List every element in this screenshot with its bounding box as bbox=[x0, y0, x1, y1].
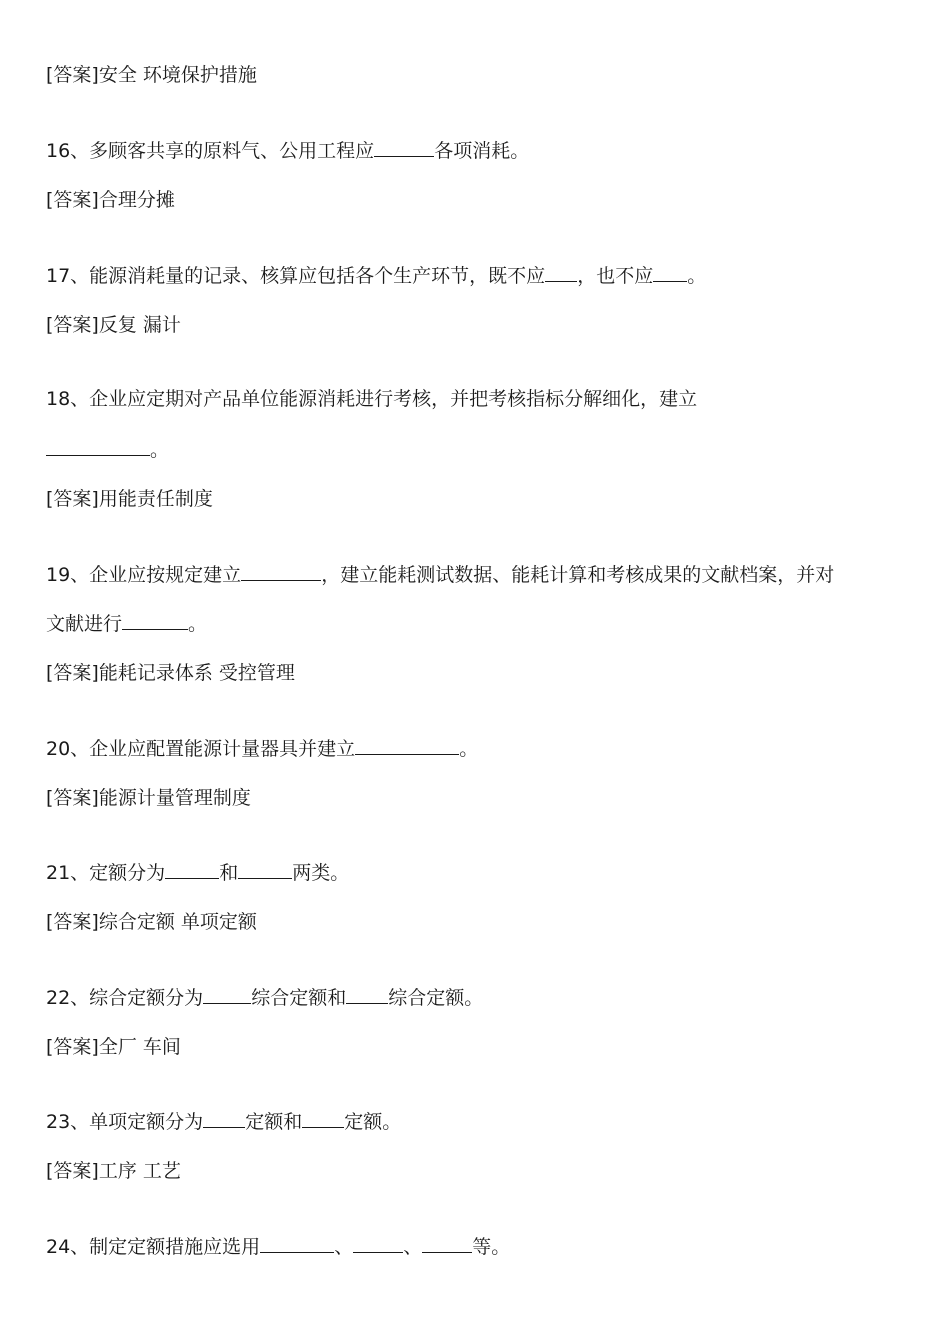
answer-text: [答案]能耗记录体系 受控管理 bbox=[46, 662, 295, 684]
question-text: 16、多顾客共享的原料气、公用工程应 bbox=[46, 140, 375, 162]
question-text: 21、定额分为 bbox=[46, 862, 166, 884]
question-16 bbox=[46, 137, 910, 164]
question-17 bbox=[46, 262, 910, 289]
fill-blank bbox=[260, 1233, 334, 1253]
question-text: ，建立能耗测试数据、能耗计算和考核成果的文献档案，并对 bbox=[321, 564, 835, 586]
answer-18 bbox=[46, 486, 910, 512]
question-text: 综合定额和 bbox=[251, 987, 347, 1009]
question-text: 等。 bbox=[472, 1236, 511, 1258]
answer-text: [答案]合理分摊 bbox=[46, 189, 175, 211]
question-18-continued bbox=[46, 436, 910, 463]
fill-blank bbox=[203, 984, 251, 1004]
question-text: ，也不应 bbox=[577, 265, 654, 287]
question-text: 和 bbox=[219, 862, 239, 884]
question-18 bbox=[46, 386, 910, 412]
fill-blank bbox=[46, 436, 150, 456]
fill-blank bbox=[238, 859, 292, 879]
question-19 bbox=[46, 561, 910, 588]
question-text: 18、企业应定期对产品单位能源消耗进行考核，并把考核指标分解细化，建立 bbox=[46, 388, 698, 410]
question-23 bbox=[46, 1108, 910, 1135]
question-text: 22、综合定额分为 bbox=[46, 987, 204, 1009]
question-text: 两类。 bbox=[292, 862, 350, 884]
fill-blank bbox=[353, 1233, 403, 1253]
answer-text: [答案]反复 漏计 bbox=[46, 314, 181, 336]
fill-blank bbox=[302, 1108, 344, 1128]
answer-16 bbox=[46, 187, 910, 213]
fill-blank bbox=[241, 561, 321, 581]
question-19-continued bbox=[46, 610, 910, 637]
answer-text: [答案]安全 环境保护措施 bbox=[46, 64, 257, 86]
question-text: 。 bbox=[188, 613, 208, 635]
answer-text: [答案]全厂 车间 bbox=[46, 1036, 181, 1058]
question-text: 。 bbox=[687, 265, 707, 287]
answer-19 bbox=[46, 660, 910, 686]
fill-blank bbox=[122, 610, 188, 630]
question-text: 定额。 bbox=[344, 1111, 402, 1133]
answer-text: [答案]能源计量管理制度 bbox=[46, 787, 251, 809]
fill-blank bbox=[422, 1233, 472, 1253]
answer-22 bbox=[46, 1034, 910, 1060]
fill-blank bbox=[346, 984, 388, 1004]
question-text: 24、制定定额措施应选用 bbox=[46, 1236, 261, 1258]
question-text: 各项消耗。 bbox=[434, 140, 530, 162]
question-text: 。 bbox=[459, 738, 479, 760]
answer-23 bbox=[46, 1158, 910, 1184]
question-text: 定额和 bbox=[245, 1111, 303, 1133]
fill-blank bbox=[545, 262, 577, 282]
question-text: 17、能源消耗量的记录、核算应包括各个生产环节，既不应 bbox=[46, 265, 546, 287]
answer-15 bbox=[46, 62, 910, 88]
question-21 bbox=[46, 859, 910, 886]
answer-text: [答案]工序 工艺 bbox=[46, 1160, 181, 1182]
question-text: 综合定额。 bbox=[388, 987, 484, 1009]
question-text: 文献进行 bbox=[46, 613, 123, 635]
question-22 bbox=[46, 984, 910, 1011]
question-text: 。 bbox=[150, 439, 170, 461]
question-text: 20、企业应配置能源计量器具并建立 bbox=[46, 738, 356, 760]
fill-blank bbox=[203, 1108, 245, 1128]
answer-21 bbox=[46, 909, 910, 935]
question-text: 23、单项定额分为 bbox=[46, 1111, 204, 1133]
answer-text: [答案]用能责任制度 bbox=[46, 488, 213, 510]
fill-blank bbox=[165, 859, 219, 879]
answer-text: [答案]综合定额 单项定额 bbox=[46, 911, 257, 933]
question-24 bbox=[46, 1233, 910, 1260]
fill-blank bbox=[653, 262, 687, 282]
fill-blank bbox=[374, 137, 434, 157]
fill-blank bbox=[355, 735, 459, 755]
question-text: 、 bbox=[403, 1236, 423, 1258]
question-text: 、 bbox=[334, 1236, 354, 1258]
question-text: 19、企业应按规定建立 bbox=[46, 564, 242, 586]
answer-20 bbox=[46, 785, 910, 811]
question-20 bbox=[46, 735, 910, 762]
answer-17 bbox=[46, 312, 910, 338]
